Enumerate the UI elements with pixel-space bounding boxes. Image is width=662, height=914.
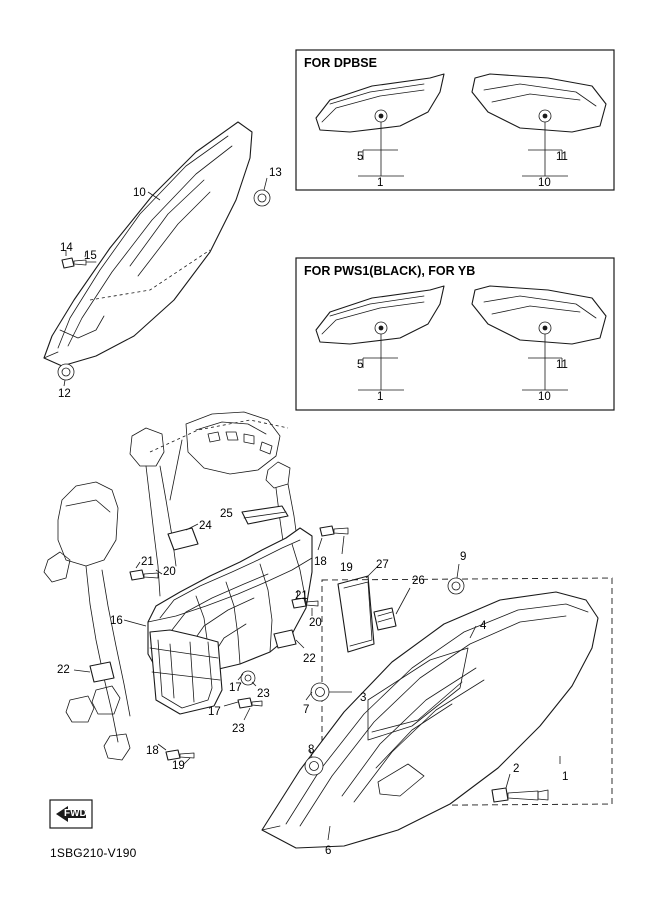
callout-8: 8 xyxy=(308,744,315,756)
callout-22-left: 22 xyxy=(57,664,70,676)
callout-20-left: 20 xyxy=(163,566,176,578)
part-code: 1SBG210-V190 xyxy=(50,846,137,860)
callout-15: 15 xyxy=(84,250,97,262)
inset2-label-11: 11 xyxy=(556,359,568,371)
callout-23-upper: 23 xyxy=(257,688,270,700)
inset-box-title-1: FOR DPBSE xyxy=(304,56,377,70)
callout-7: 7 xyxy=(303,704,310,716)
callout-21-right: 21 xyxy=(295,590,308,602)
callout-12: 12 xyxy=(58,388,71,400)
callout-3: 3 xyxy=(360,692,367,704)
callout-27: 27 xyxy=(376,559,389,571)
callout-26: 26 xyxy=(412,575,425,587)
inset1-label-10: 10 xyxy=(538,177,551,189)
callout-18-lower: 18 xyxy=(146,745,159,757)
callout-10-cover: 10 xyxy=(133,187,146,199)
callout-9: 9 xyxy=(460,551,467,563)
callout-23-lower: 23 xyxy=(232,723,245,735)
inset1-label-5: 5 xyxy=(357,151,364,163)
callout-25: 25 xyxy=(220,508,233,520)
callout-18-upper: 18 xyxy=(314,556,327,568)
callout-17-lower: 17 xyxy=(208,706,221,718)
callout-22-center: 22 xyxy=(303,653,316,665)
callout-21-left: 21 xyxy=(141,556,154,568)
inset-box-title-2: FOR PWS1(BLACK), FOR YB xyxy=(304,264,476,278)
callout-6: 6 xyxy=(325,845,332,857)
callout-19-upper: 19 xyxy=(340,562,353,574)
inset1-label-1: 1 xyxy=(377,177,384,189)
callout-17-upper: 17 xyxy=(229,682,242,694)
callout-4: 4 xyxy=(480,620,487,632)
inset2-label-5: 5 xyxy=(357,359,364,371)
callout-13: 13 xyxy=(269,167,282,179)
fwd-arrow-label: FWD xyxy=(64,808,87,819)
inset1-label-11: 11 xyxy=(556,151,568,163)
callout-2: 2 xyxy=(513,763,520,775)
callout-20-right: 20 xyxy=(309,617,322,629)
callout-1: 1 xyxy=(562,771,569,783)
inset2-label-10: 10 xyxy=(538,391,551,403)
inset2-label-1: 1 xyxy=(377,391,384,403)
callout-24: 24 xyxy=(199,520,212,532)
callout-16: 16 xyxy=(110,615,123,627)
callout-14: 14 xyxy=(60,242,73,254)
callout-19-lower: 19 xyxy=(172,760,185,772)
